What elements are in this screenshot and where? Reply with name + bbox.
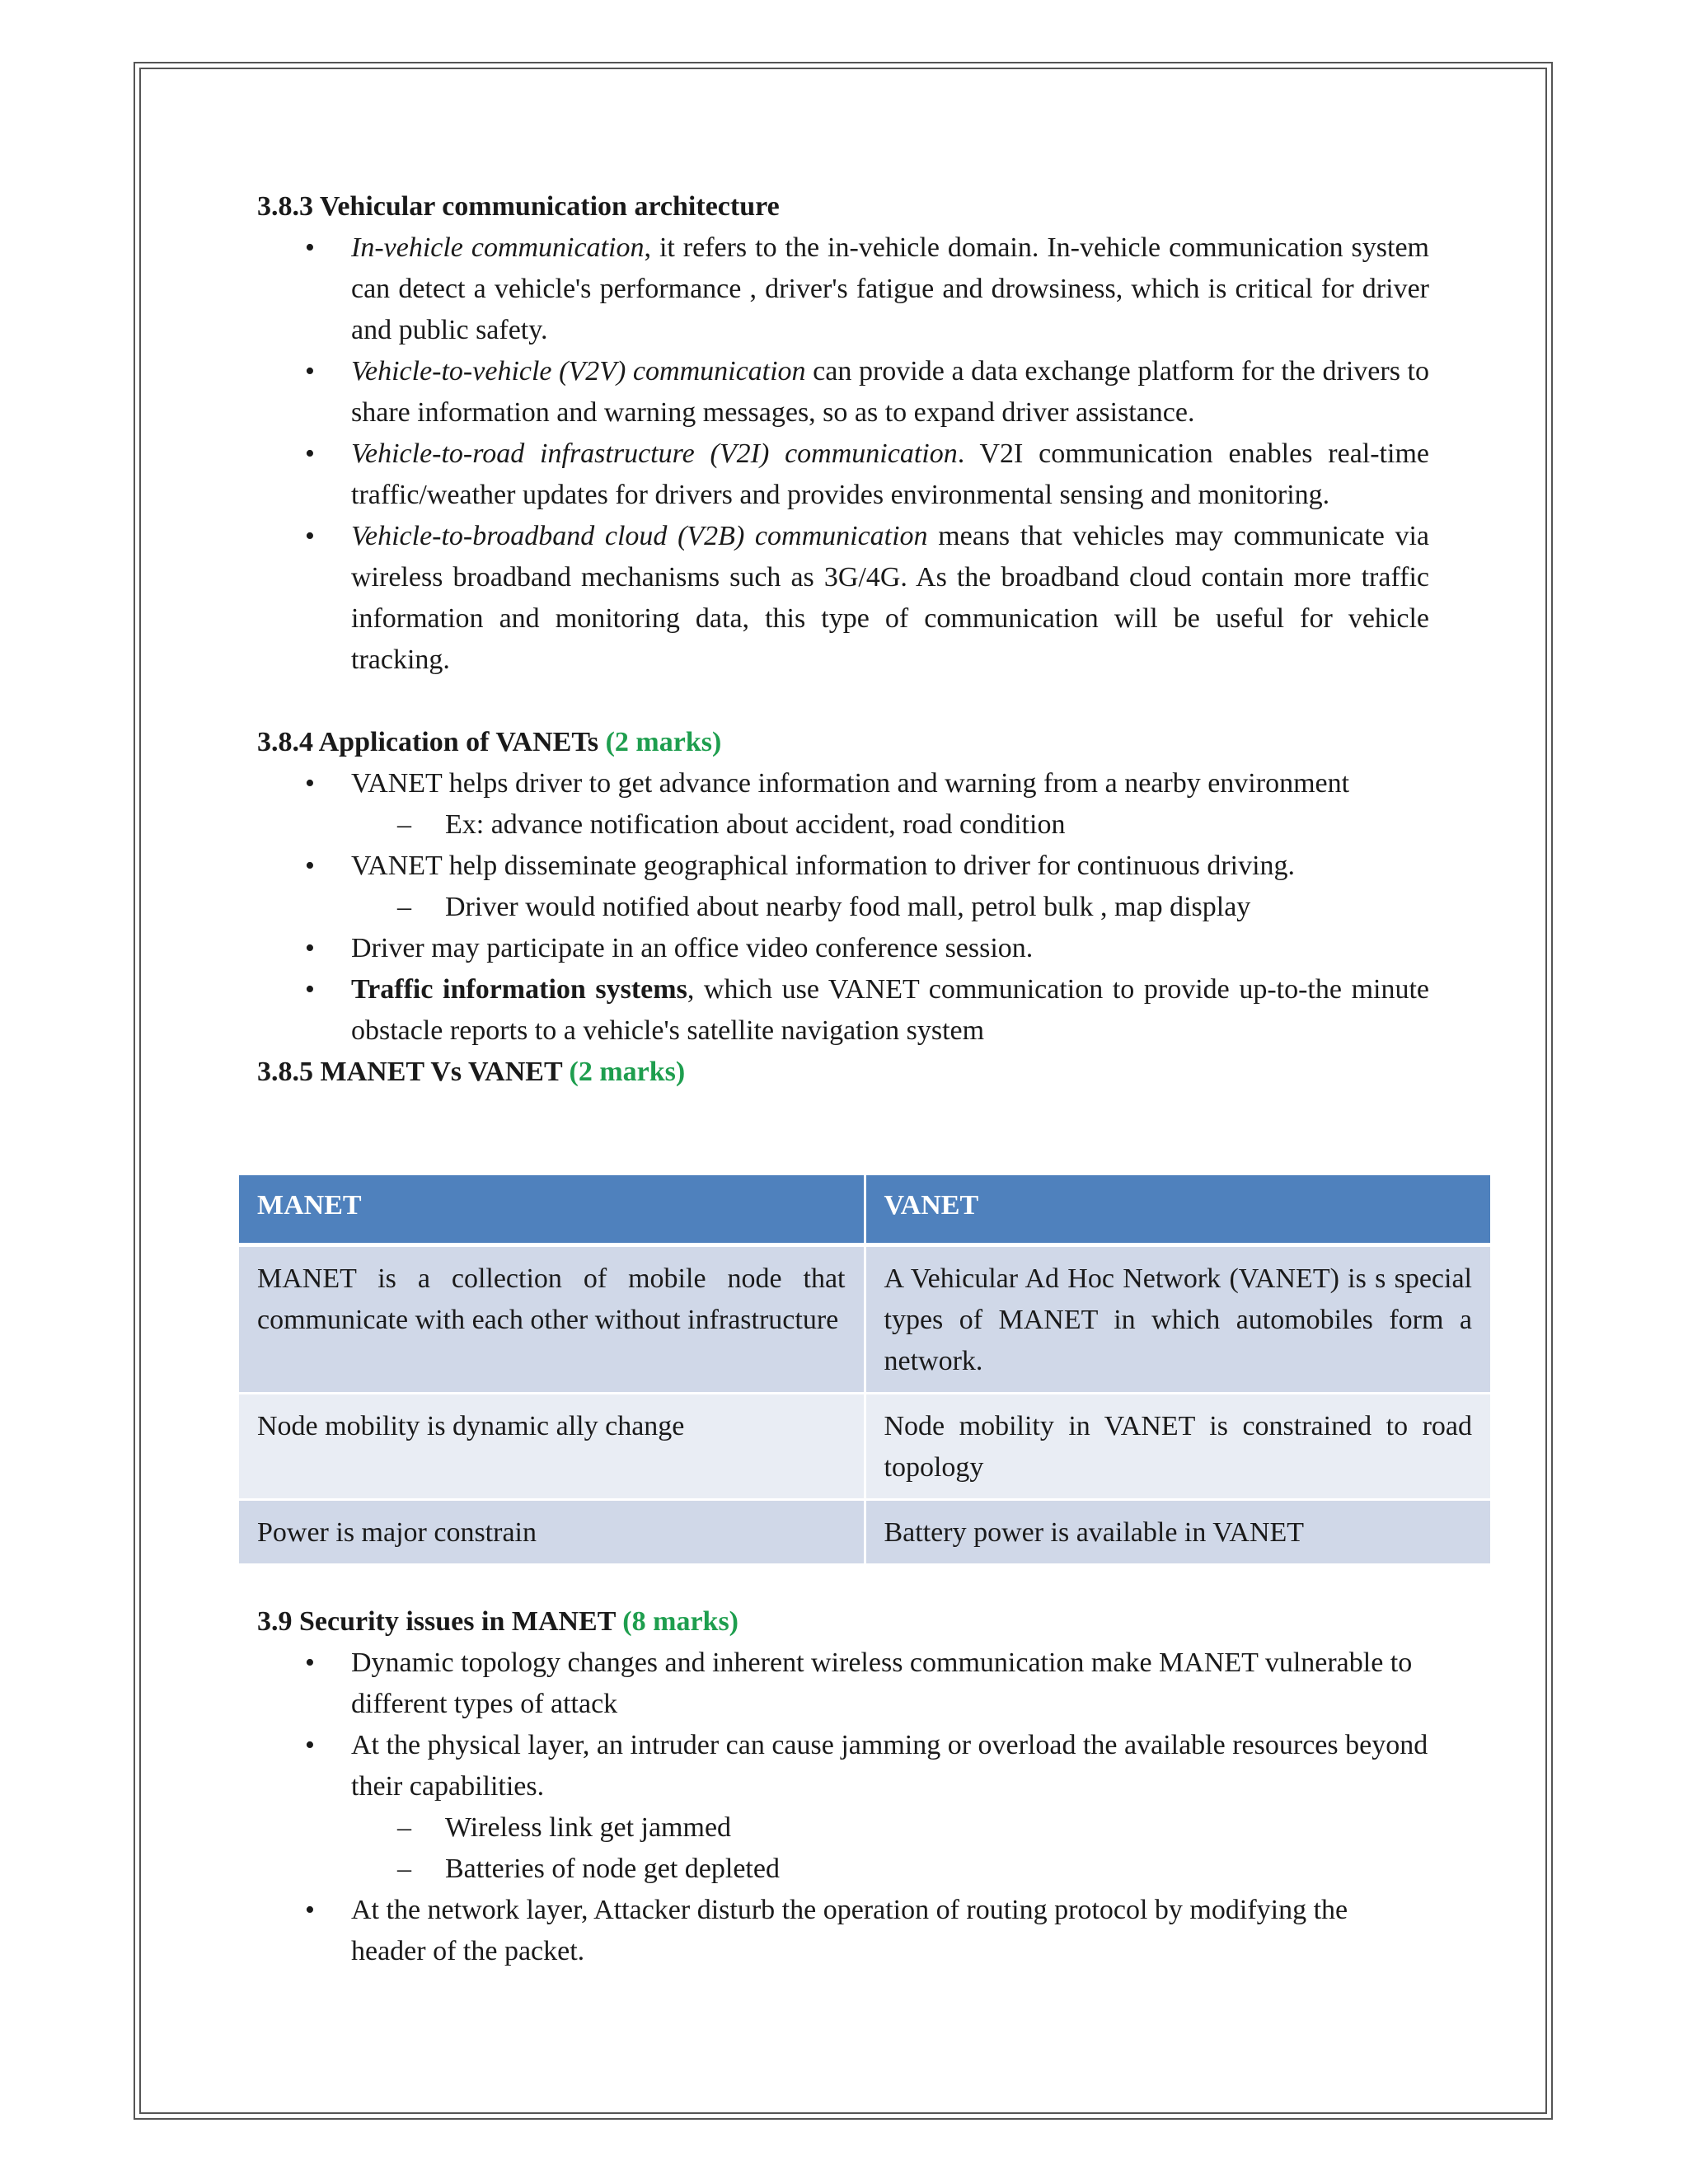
comparison-table: [239, 1175, 1490, 1566]
section-heading-3-8-5: [257, 1052, 1429, 1093]
list-item: [257, 846, 1429, 887]
sub-list-item: – Ex: advance notification about accident, road condition: [257, 804, 1429, 846]
term: In-vehicle communication: [351, 232, 645, 263]
heading-text: 3.8.5 MANET Vs VANET: [257, 1057, 563, 1087]
item-text: , it refers to the in-vehicle domain. In-vehicle communication system can detect a vehicle's performance , driver's fatigue and drowsiness, which is critical for driver and public safety.: [351, 232, 1429, 345]
architecture-list: [257, 227, 1429, 681]
column-header-manet: MANET: [239, 1175, 865, 1245]
item-text: . V2I communication enables real-time traffic/weather updates for drivers and provides environmental sensing and monitoring.: [351, 438, 1429, 510]
list-item: [257, 763, 1429, 804]
list-item: [257, 351, 1429, 434]
applications-list: [257, 763, 1429, 804]
sub-list-item: – Batteries of node get depleted: [257, 1849, 1429, 1890]
security-list: [257, 1643, 1429, 1807]
item-text: , which use VANET communication to provide up-to-the minute obstacle reports to a vehicle's satellite navigation system: [351, 974, 1429, 1046]
column-header-vanet: VANET: [865, 1175, 1490, 1245]
term: Vehicle-to-broadband cloud (V2B) communication: [351, 521, 928, 551]
list-item: • At the network layer, Attacker disturb the operation of routing protocol by modifying the header of the packet.: [257, 1890, 1429, 1972]
section-heading-3-9: [257, 1601, 1429, 1643]
section-heading-3-8-3: 3.8.3 Vehicular communication architecture: [257, 191, 780, 222]
section-3-9: [257, 1601, 1429, 1972]
heading-text: 3.8.4 Application of VANETs: [257, 727, 599, 757]
security-list-cont: [257, 1890, 1429, 1972]
sub-list-item: – Wireless link get jammed: [257, 1807, 1429, 1849]
page-content: [257, 186, 1429, 1093]
table-cell: Node mobility is dynamic ally change: [239, 1394, 865, 1500]
list-item: [257, 928, 1429, 969]
applications-list-cont: [257, 928, 1429, 1052]
table-cell: A Vehicular Ad Hoc Network (VANET) is s special types of MANET in which automobiles form a network.: [865, 1245, 1490, 1394]
term: Vehicle-to-vehicle (V2V) communication: [351, 356, 806, 387]
table-row: [239, 1394, 1490, 1500]
table-row: [239, 1245, 1490, 1394]
applications-list-cont: [257, 846, 1429, 887]
sub-list-item: – Driver would notified about nearby food mall, petrol bulk , map display: [257, 887, 1429, 928]
sub-list: [257, 1807, 1429, 1890]
list-item: [257, 227, 1429, 351]
list-item: [257, 434, 1429, 516]
term: Vehicle-to-road infrastructure (V2I) communication: [351, 438, 958, 469]
marks-label: (2 marks): [605, 727, 722, 757]
table-cell: Battery power is available in VANET: [865, 1500, 1490, 1565]
item-text: VANET help disseminate geographical information to driver for continuous driving.: [351, 851, 1296, 881]
list-item: [257, 969, 1429, 1052]
heading-text: 3.9 Security issues in MANET: [257, 1606, 616, 1637]
table-row: [239, 1500, 1490, 1565]
item-text: VANET helps driver to get advance information and warning from a nearby environment: [351, 768, 1350, 799]
marks-label: (2 marks): [569, 1057, 686, 1087]
list-item: • At the physical layer, an intruder can cause jamming or overload the available resources beyond their capabilities.: [257, 1725, 1429, 1807]
item-text: can provide a data exchange platform for the drivers to share information and warning messages, so as to expand driver assistance.: [351, 356, 1429, 428]
list-item: • Dynamic topology changes and inherent wireless communication make MANET vulnerable to different types of attack: [257, 1643, 1429, 1725]
item-text: means that vehicles may communicate via wireless broadband mechanisms such as 3G/4G. As the broadband cloud contain more traffic information and monitoring data, this type of communication will be useful for vehicle tracking.: [351, 521, 1429, 675]
marks-label: (8 marks): [622, 1606, 738, 1637]
term: Traffic information systems: [351, 974, 687, 1005]
table-cell: MANET is a collection of mobile node that communicate with each other without infrastructure: [239, 1245, 865, 1394]
section-heading-3-8-4: [257, 722, 1429, 763]
table-header-row: [239, 1175, 1490, 1245]
table-cell: Power is major constrain: [239, 1500, 865, 1565]
list-item: [257, 516, 1429, 681]
sub-list: [257, 804, 1429, 846]
sub-list: [257, 887, 1429, 928]
item-text: Driver may participate in an office video conference session.: [351, 933, 1034, 963]
table-cell: Node mobility in VANET is constrained to road topology: [865, 1394, 1490, 1500]
